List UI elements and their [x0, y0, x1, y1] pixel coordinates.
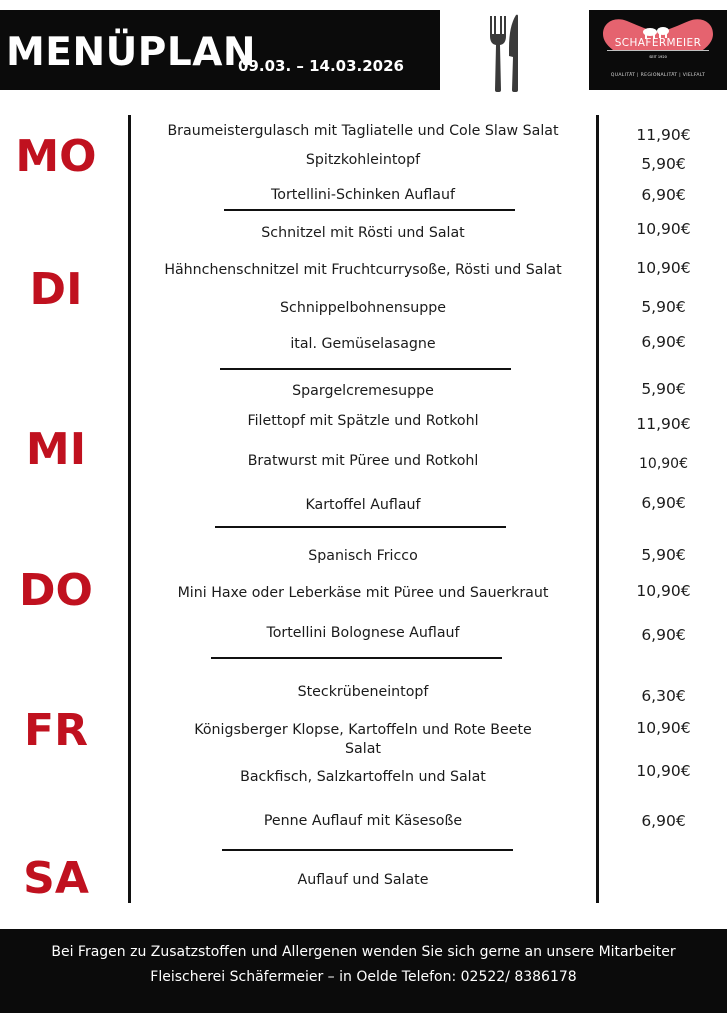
dish-name-continued: Salat — [345, 741, 381, 757]
footer-contact: Fleischerei Schäfermeier – in Oelde Telefon: 02522/ 8386178 — [150, 969, 577, 985]
logo-heart-icon — [589, 10, 727, 90]
right-divider — [596, 115, 599, 903]
date-range: 09.03. – 14.03.2026 — [238, 57, 404, 75]
dish-name: Tortellini-Schinken Auflauf — [271, 187, 455, 203]
day-label-do: DO — [19, 565, 93, 616]
dish-name: Backfisch, Salzkartoffeln und Salat — [240, 769, 486, 785]
left-divider — [128, 115, 131, 903]
dish-price: 6,90€ — [641, 494, 686, 512]
dish-price: 5,90€ — [641, 155, 686, 173]
dish-name: Auflauf und Salate — [297, 872, 429, 888]
dish-price: 10,90€ — [639, 456, 688, 472]
dish-name: Steckrübeneintopf — [297, 684, 429, 700]
dish-name: Spargelcremesuppe — [292, 383, 434, 399]
dish-name: Hähnchenschnitzel mit Fruchtcurrysoße, Rösti und Salat — [164, 262, 562, 278]
dish-price: 6,90€ — [641, 333, 686, 351]
day-label-mi: MI — [25, 424, 87, 475]
dish-name: Kartoffel Auflauf — [305, 497, 421, 513]
dish-price: 6,90€ — [641, 626, 686, 644]
dish-price: 5,90€ — [641, 298, 686, 316]
page-title: MENÜPLAN — [6, 30, 257, 75]
dish-name: Braumeistergulasch mit Tagliatelle und Cole Slaw Salat — [167, 123, 559, 139]
dish-price: 10,90€ — [636, 259, 691, 277]
day-label-di: DI — [29, 264, 83, 315]
day-label-sa: SA — [23, 853, 89, 904]
day-separator — [220, 368, 511, 370]
footer-allergen-note: Bei Fragen zu Zusatzstoffen und Allergenen wenden Sie sich gerne an unsere Mitarbeiter — [51, 944, 676, 960]
dish-name: Spanisch Fricco — [308, 548, 418, 564]
day-separator — [211, 657, 502, 659]
dish-price: 11,90€ — [636, 126, 691, 144]
dish-price: 11,90€ — [636, 415, 691, 433]
day-label-fr: FR — [24, 705, 88, 756]
dish-price: 10,90€ — [636, 220, 691, 238]
logo — [589, 10, 727, 90]
dish-name: ital. Gemüselasagne — [290, 336, 436, 352]
svg-text:SEIT 1920: SEIT 1920 — [649, 55, 667, 59]
dish-name: Schnippelbohnensuppe — [280, 300, 446, 316]
footer — [0, 929, 727, 1013]
dish-name: Tortellini Bolognese Auflauf — [266, 625, 460, 641]
dish-name: Bratwurst mit Püree und Rotkohl — [247, 453, 479, 469]
dish-price: 10,90€ — [636, 762, 691, 780]
day-separator — [224, 209, 515, 211]
dish-price: 10,90€ — [636, 719, 691, 737]
logo-name: SCHAFERMEIER — [614, 37, 702, 49]
dish-name: Penne Auflauf mit Käsesoße — [263, 813, 463, 829]
dish-name: Königsberger Klopse, Kartoffeln und Rote Beete — [194, 722, 532, 738]
dish-price: 6,30€ — [641, 687, 686, 705]
dish-name: Mini Haxe oder Leberkäse mit Püree und Sauerkraut — [177, 585, 549, 601]
dish-price: 5,90€ — [641, 380, 686, 398]
day-label-mo: MO — [15, 131, 97, 182]
dish-price: 6,90€ — [641, 812, 686, 830]
day-separator — [215, 526, 506, 528]
day-separator — [222, 849, 513, 851]
logo-tagline: QUALITÄT | REGIONALITÄT | VIELFALT — [610, 73, 706, 78]
fork-knife-icon — [487, 14, 523, 92]
dish-price: 6,90€ — [641, 186, 686, 204]
dish-price: 5,90€ — [641, 546, 686, 564]
dish-price: 10,90€ — [636, 582, 691, 600]
dish-name: Schnitzel mit Rösti und Salat — [261, 225, 465, 241]
header-bar — [0, 10, 440, 90]
dish-name: Filettopf mit Spätzle und Rotkohl — [247, 413, 479, 429]
dish-name: Spitzkohleintopf — [305, 152, 421, 168]
